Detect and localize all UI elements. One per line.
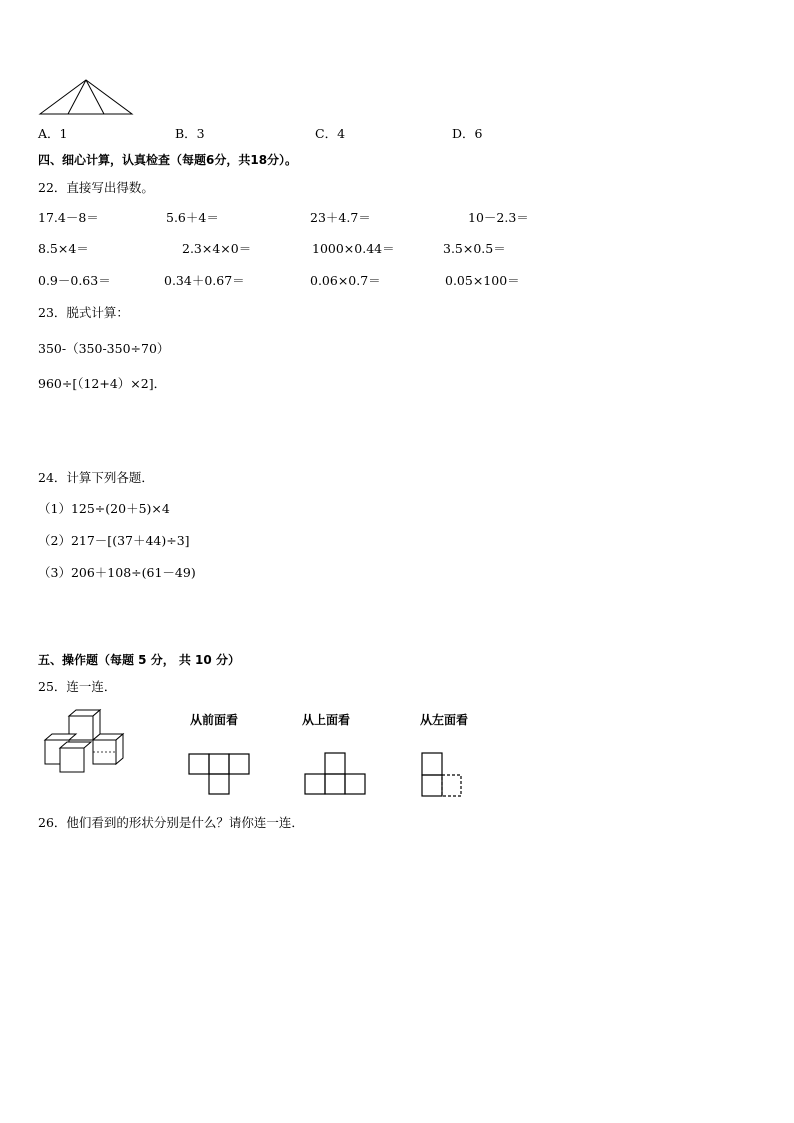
section5-title: 五、操作题（每题 5 分， 共 10 分） — [38, 653, 240, 667]
option-a: A．1 — [38, 126, 68, 141]
q22-item: 0.9－0.63＝ — [38, 273, 111, 288]
q22-item: 2.3×4×0＝ — [182, 241, 252, 256]
option-b: B．3 — [175, 126, 205, 141]
q22-item: 3.5×0.5＝ — [443, 241, 506, 256]
q23-item: 960÷[（12+4）×2]． — [38, 376, 167, 391]
q26-title: 26．他们看到的形状分别是什么？请你连一连． — [38, 815, 304, 830]
q22-item: 5.6＋4＝ — [166, 210, 219, 225]
option-d: D．6 — [452, 126, 483, 141]
q22-item: 17.4－8＝ — [38, 210, 99, 225]
view-label-front: 从前面看 — [190, 713, 239, 727]
q24-item: （3）206＋108÷(61－49) — [38, 565, 196, 580]
q22-item: 8.5×4＝ — [38, 241, 89, 256]
q22-item: 23＋4.7＝ — [310, 210, 371, 225]
cube-stack-figure — [43, 708, 143, 778]
q23-item: 350-（350-350÷70） — [38, 341, 170, 356]
q22-title: 22．直接写出得数。 — [38, 180, 154, 195]
view-label-left: 从左面看 — [420, 713, 469, 727]
top-view-shape — [304, 751, 368, 797]
view-label-top: 从上面看 — [302, 713, 351, 727]
q25-title: 25．连一连． — [38, 679, 117, 694]
q22-item: 1000×0.44＝ — [312, 241, 395, 256]
q24-item: （1）125÷(20＋5)×4 — [38, 501, 170, 516]
q22-item: 0.34＋0.67＝ — [164, 273, 245, 288]
q24-title: 24．计算下列各题． — [38, 470, 154, 485]
triangle-figure — [38, 78, 138, 118]
option-c: C．4 — [315, 126, 346, 141]
section4-title: 四、细心计算，认真检查（每题6分，共18分）。 — [38, 153, 298, 167]
q23-title: 23．脱式计算： — [38, 305, 129, 320]
q22-item: 0.05×100＝ — [445, 273, 520, 288]
front-view-shape — [188, 753, 252, 797]
left-view-shape — [421, 752, 465, 800]
q22-item: 0.06×0.7＝ — [310, 273, 381, 288]
q22-item: 10－2.3＝ — [468, 210, 529, 225]
q24-item: （2）217－[(37＋44)÷3] — [38, 533, 190, 548]
